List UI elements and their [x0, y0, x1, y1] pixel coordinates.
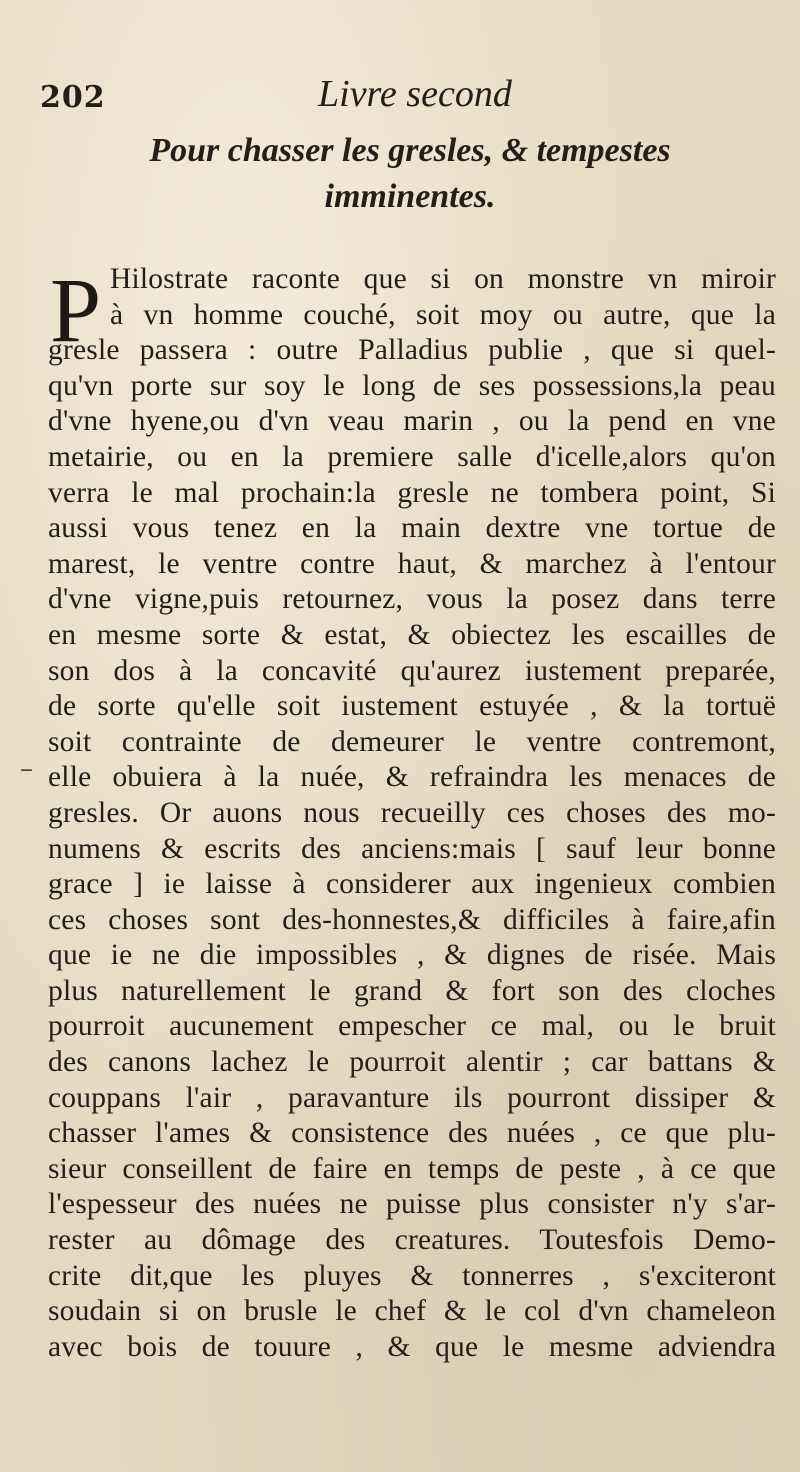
- text-line: couppans l'air , paravanture ils pourront dissiper &: [48, 1081, 776, 1114]
- text-line: pourroit aucunement empescher ce mal, ou le bruit: [48, 1010, 776, 1043]
- text-line: aussi vous tenez en la main dextre vne tortue de: [48, 512, 776, 545]
- drop-cap: P: [50, 259, 102, 361]
- text-line: son dos à la concavité qu'aurez iustement preparée,: [48, 654, 776, 687]
- text-line: soudain si on brusle le chef & le col d'vn chameleon: [48, 1295, 776, 1328]
- text-line: gresles. Or auons nous recueilly ces choses des mo-: [48, 796, 776, 829]
- text-line: ces choses sont des-honnestes,& difficiles à faire,afin: [48, 903, 776, 936]
- text-line: verra le mal prochain:la gresle ne tombera point, Si: [48, 476, 776, 509]
- running-head: Livre second: [318, 73, 512, 115]
- text-line: grace ] ie laisse à considerer aux ingenieux combien: [48, 868, 776, 901]
- text-line: de sorte qu'elle soit iustement estuyée , & la tortuë: [48, 690, 776, 723]
- text-line: d'vne hyene,ou d'vn veau marin , ou la pend en vne: [48, 405, 776, 438]
- chapter-title-line-1: Pour chasser les gresles, & tempestes: [149, 132, 671, 169]
- text-line: rester au dômage des creatures. Toutesfois Demo-: [48, 1224, 776, 1257]
- text-line: qu'vn porte sur soy le long de ses possessions,la peau: [48, 369, 776, 402]
- text-line: metairie, ou en la premiere salle d'icelle,alors qu'on: [48, 440, 776, 473]
- text-line: marest, le ventre contre haut, & marchez à l'entour: [48, 547, 776, 580]
- text-line: chasser l'ames & consistence des nuées , ce que plu-: [48, 1117, 776, 1150]
- text-line: soit contrainte de demeurer le ventre contremont,: [48, 725, 776, 758]
- text-line: d'vne vigne,puis retournez, vous la posez dans terre: [48, 583, 776, 616]
- margin-mark: –: [20, 754, 33, 784]
- body-text: [48, 259, 776, 1365]
- text-line: plus naturellement le grand & fort son des cloches: [48, 974, 776, 1007]
- text-line: sieur conseillent de faire en temps de peste , à ce que: [48, 1152, 776, 1185]
- text-line: en mesme sorte & estat, & obiectez les escailles de: [48, 618, 776, 651]
- text-line: elle obuiera à la nuée, & refraindra les menaces de: [48, 761, 776, 794]
- page-number: 202: [40, 80, 106, 115]
- text-line: Hilostrate raconte que si on monstre vn miroir: [110, 263, 776, 295]
- text-line: à vn homme couché, soit moy ou autre, que la: [110, 298, 776, 331]
- text-line: que ie ne die impossibles , & dignes de risée. Mais: [48, 939, 776, 972]
- chapter-title: [60, 128, 760, 220]
- text-line: avec bois de touure , & que le mesme adviendra: [48, 1330, 776, 1363]
- text-line: gresle passera : outre Palladius publie , que si quel-: [48, 334, 776, 367]
- chapter-title-line-2: imminentes.: [324, 178, 496, 215]
- text-line: crite dit,que les pluyes & tonnerres , s'exciteront: [48, 1259, 776, 1292]
- text-line: des canons lachez le pourroit alentir ; car battans &: [48, 1046, 776, 1079]
- page-header: [40, 72, 600, 122]
- text-line: l'espesseur des nuées ne puisse plus consister n'y s'ar-: [48, 1188, 776, 1221]
- text-line: numens & escrits des anciens:mais [ sauf leur bonne: [48, 832, 776, 865]
